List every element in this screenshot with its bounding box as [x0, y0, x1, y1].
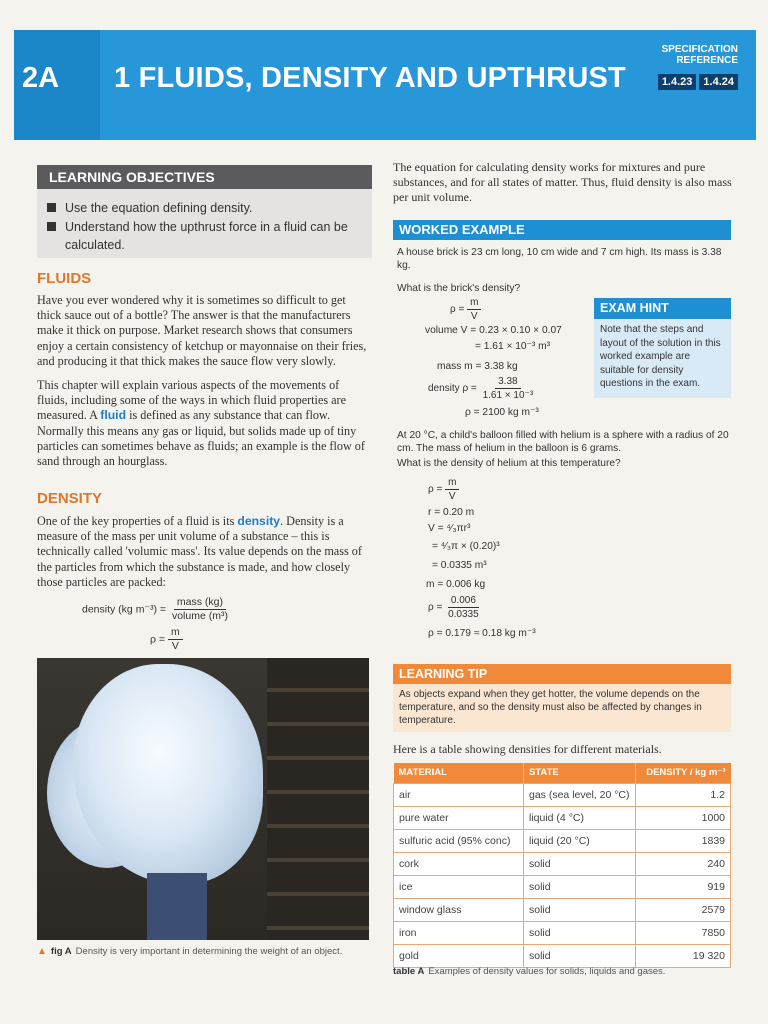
- equation-lhs: ρ =: [428, 602, 443, 614]
- fluids-paragraph-1: Have you ever wondered why it is sometimes so difficult to get thick sauce out of a bottle? The answer is that the manufacturers make it thick on purpose. Market research shows that consumers enjoy a certain consistency of ketchup or mayonnaise on their fries, and producing it that thick makes the sauce flow very slowly.: [37, 293, 367, 368]
- we-step-4: mass m = 3.38 kg: [437, 361, 518, 372]
- figure-label: fig A: [50, 946, 72, 957]
- density-cell: 7850: [636, 921, 731, 944]
- material-cell: sulfuric acid (95% conc): [394, 829, 524, 852]
- numerator: m: [168, 626, 183, 640]
- we2-step-7: [428, 594, 482, 621]
- learning-objectives-heading: LEARNING OBJECTIVES: [37, 165, 372, 189]
- state-cell: solid: [524, 852, 636, 875]
- text-run: One of the key properties of a fluid is its: [37, 514, 238, 528]
- list-item: Understand how the upthrust force in a fluid can be calculated.: [47, 218, 360, 254]
- list-item: Use the equation defining density.: [47, 199, 360, 217]
- learning-tip-box: [393, 664, 731, 732]
- fraction: [467, 296, 481, 323]
- table-label: table A: [393, 966, 425, 977]
- triangle-icon: ▲: [37, 946, 47, 957]
- we2-step-1: [428, 476, 459, 503]
- spec-badges: [658, 74, 738, 90]
- shelving-background: [267, 658, 369, 940]
- numerator: mass (kg): [174, 596, 226, 610]
- denominator: 0.0335: [448, 609, 479, 620]
- equation-lhs: density ρ =: [428, 383, 477, 395]
- we2-step-4: = ⁴⁄₃π × (0.20)³: [432, 541, 500, 552]
- we-step-6: ρ = 2100 kg m⁻³: [465, 407, 539, 418]
- text-run: This chapter will explain various aspects of the movements of fluids, including some of the ways in which fluid properties are measured. A: [37, 378, 347, 423]
- caption-text: Density is very important in determining the weight of an object.: [75, 946, 343, 957]
- denominator: volume (m³): [171, 610, 228, 622]
- state-cell: gas (sea level, 20 °C): [524, 783, 636, 806]
- we-step-1: [450, 296, 481, 323]
- table-intro: Here is a table showing densities for different materials.: [393, 742, 662, 756]
- material-cell: gold: [394, 944, 524, 967]
- table-row: [394, 829, 731, 852]
- table-row: [394, 852, 731, 875]
- numerator: 0.006: [448, 594, 479, 608]
- fraction: [445, 594, 482, 621]
- table-caption: [393, 966, 665, 977]
- numerator: 3.38: [495, 375, 520, 389]
- numerator: m: [467, 296, 481, 310]
- spec-badge: 1.4.23: [658, 74, 697, 90]
- state-cell: solid: [524, 921, 636, 944]
- state-cell: solid: [524, 875, 636, 898]
- exam-hint-box: [594, 298, 731, 398]
- density-cell: 919: [636, 875, 731, 898]
- equation-lhs: ρ =: [428, 484, 443, 496]
- state-cell: solid: [524, 898, 636, 921]
- chapter-number: 2A: [22, 62, 60, 94]
- equation-lhs: ρ =: [450, 304, 465, 316]
- fraction: [168, 626, 183, 653]
- figure-photo: [37, 658, 369, 940]
- fraction: [169, 596, 231, 623]
- exam-hint-text: Note that the steps and layout of the solution in this worked example are suitable for density questions in the exam.: [600, 324, 721, 389]
- caption-text: Examples of density values for solids, liquids and gases.: [428, 966, 666, 977]
- density-cell: 1000: [636, 806, 731, 829]
- state-cell: solid: [524, 944, 636, 967]
- spec-label-line-2: REFERENCE: [676, 55, 738, 66]
- worked-example-heading: WORKED EXAMPLE: [393, 220, 731, 240]
- material-cell: air: [394, 783, 524, 806]
- material-cell: pure water: [394, 806, 524, 829]
- keyword-fluid: fluid: [100, 408, 127, 423]
- we2-step-5: = 0.0335 m³: [432, 560, 487, 571]
- fluids-heading: FLUIDS: [37, 270, 92, 287]
- figure-caption: [37, 946, 342, 957]
- table-row: [394, 944, 731, 967]
- keyword-density: density: [237, 514, 281, 528]
- learning-objectives-box: [37, 165, 372, 258]
- table-row: [394, 921, 731, 944]
- text-run: . Density is a measure of the mass per unit volume of a substance – this is technically called 'volumic mass'. Its value depends on the mass of the particles from which the substance is made, and how closely those particles are packed:: [37, 514, 362, 589]
- we2-step-3: V = ⁴⁄₃πr³: [428, 523, 471, 534]
- table-row: [394, 875, 731, 898]
- state-cell: liquid (20 °C): [524, 829, 636, 852]
- we2-step-2: r = 0.20 m: [428, 507, 475, 518]
- spec-badge: 1.4.24: [699, 74, 738, 90]
- density-symbol-equation: [150, 626, 183, 653]
- table-row: [394, 898, 731, 921]
- density-cell: 19 320: [636, 944, 731, 967]
- learning-tip-text: As objects expand when they get hotter, the volume depends on the temperature, and so the density must also be affected by changes in temperature.: [399, 689, 702, 726]
- we-step-3: = 1.61 × 10⁻³ m³: [475, 341, 551, 352]
- denominator: V: [448, 491, 456, 502]
- spec-reference-label: [662, 44, 738, 66]
- equation-lhs: density (kg m⁻³) =: [82, 603, 167, 616]
- we-step-2: volume V = 0.23 × 0.10 × 0.07: [425, 325, 562, 336]
- state-cell: liquid (4 °C): [524, 806, 636, 829]
- table-row: [394, 806, 731, 829]
- density-paragraph: [37, 514, 372, 590]
- column-header: STATE: [524, 763, 636, 783]
- fluids-paragraph-2: [37, 378, 372, 469]
- we2-step-6: m = 0.006 kg: [426, 579, 486, 590]
- person-figure: [147, 873, 207, 940]
- we-step-5: [428, 375, 536, 402]
- denominator: V: [470, 311, 478, 322]
- fraction: [445, 476, 459, 503]
- density-heading: DENSITY: [37, 490, 103, 507]
- spec-label-line-1: SPECIFICATION: [661, 44, 738, 55]
- density-cell: 2579: [636, 898, 731, 921]
- numerator: m: [445, 476, 459, 490]
- learning-objectives-list: [37, 189, 372, 254]
- density-cell: 1839: [636, 829, 731, 852]
- density-cell: 240: [636, 852, 731, 875]
- denominator: V: [171, 640, 179, 652]
- worked-example-question-2b: What is the density of helium at this temperature?: [397, 458, 621, 469]
- right-intro-paragraph: The equation for calculating density works for mixtures and pure substances, and for all states of matter. Thus, fluid density is also mass per unit volume.: [393, 160, 732, 204]
- denominator: 1.61 × 10⁻³: [482, 390, 534, 401]
- density-word-equation: [82, 596, 231, 623]
- worked-example-question-1: A house brick is 23 cm long, 10 cm wide and 7 cm high. Its mass is 3.38 kg.: [397, 247, 722, 271]
- exam-hint-heading: EXAM HINT: [594, 298, 731, 319]
- table-row: [394, 783, 731, 806]
- material-cell: window glass: [394, 898, 524, 921]
- text-run: is defined as any substance that can flow. Normally this means any gas or liquid, but solids made up of tiny particles can sometimes behave as fluids; an example is the flow of sand through an hourglass.: [37, 408, 365, 469]
- worked-example-question-1b: What is the brick's density?: [397, 283, 521, 294]
- material-cell: ice: [394, 875, 524, 898]
- learning-tip-heading: LEARNING TIP: [393, 664, 731, 684]
- page-title: 1 FLUIDS, DENSITY AND UPTHRUST: [114, 62, 626, 94]
- column-header: MATERIAL: [394, 763, 524, 783]
- column-header: DENSITY / kg m⁻³: [636, 763, 731, 783]
- density-cell: 1.2: [636, 783, 731, 806]
- we2-step-8: ρ = 0.179 ≈ 0.18 kg m⁻³: [428, 628, 536, 639]
- worked-example-question-2: At 20 °C, a child's balloon filled with helium is a sphere with a radius of 20 cm. The mass of helium in the balloon is 6 grams.: [397, 430, 729, 454]
- table-header-row: [394, 763, 731, 783]
- fraction: [480, 375, 537, 402]
- density-table: [393, 763, 731, 968]
- material-cell: cork: [394, 852, 524, 875]
- material-cell: iron: [394, 921, 524, 944]
- equation-lhs: ρ =: [150, 633, 166, 646]
